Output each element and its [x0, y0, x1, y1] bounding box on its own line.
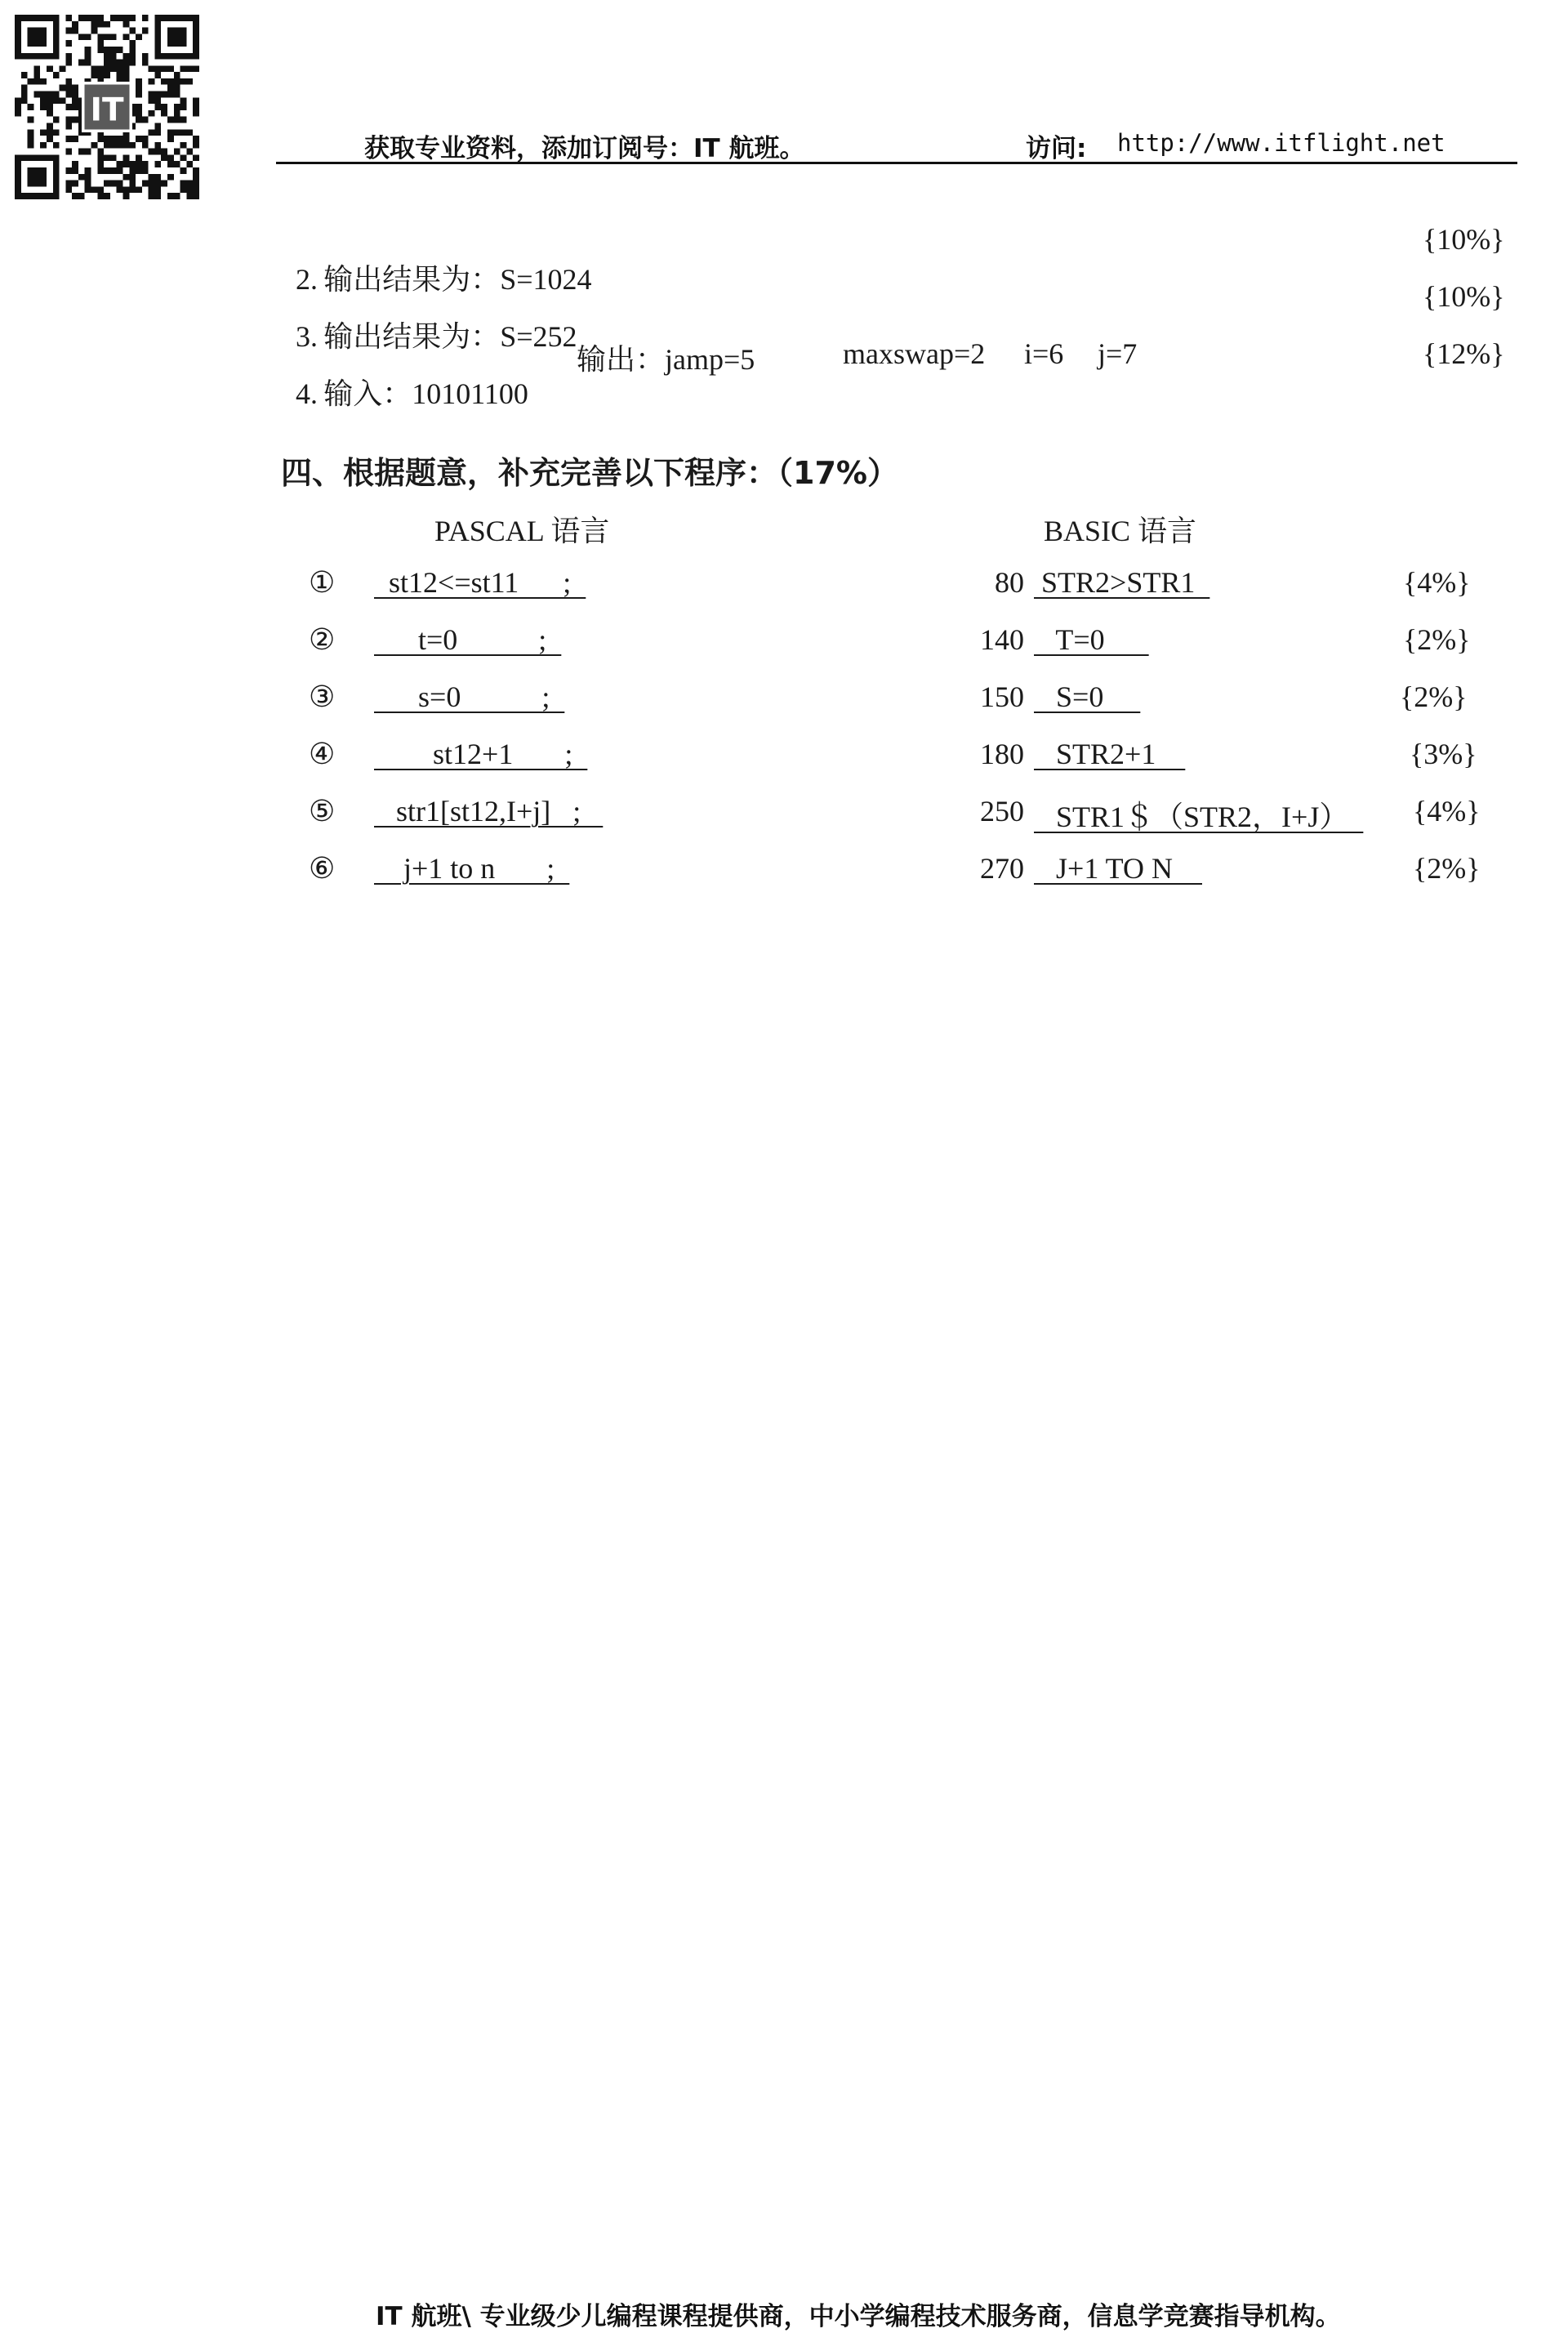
- page-header: [276, 123, 1517, 163]
- section-4-title: 四、根据题意，补充完善以下程序：（17%）: [281, 455, 898, 491]
- answer-i: i=6: [1024, 337, 1064, 370]
- row-score: {4%}: [1413, 795, 1481, 828]
- header-visit-label: 访问:: [1026, 134, 1087, 163]
- basic-line-number: 180: [980, 738, 1024, 770]
- header-url-link[interactable]: http://www.itflight.net: [1117, 129, 1446, 157]
- answer-input: 输入：10101100: [323, 377, 528, 410]
- basic-blank: STR1＄（STR2，I+J）: [1034, 801, 1364, 833]
- pascal-blank: st12+1 ;: [374, 738, 588, 770]
- answer-output: 输出：jamp=5: [577, 343, 755, 376]
- basic-line-number: 140: [980, 623, 1024, 656]
- basic-line-number: 150: [980, 680, 1024, 713]
- answer-number: 2.: [296, 263, 318, 296]
- row-marker: ⑤: [309, 795, 336, 828]
- answer-line-4: [281, 337, 528, 413]
- pascal-blank: t=0 ;: [374, 623, 562, 656]
- basic-blank: STR2+1: [1034, 738, 1186, 770]
- qr-code: [15, 15, 199, 199]
- page-footer: IT 航班\ 专业级少儿编程课程提供商，中小学编程技术服务商，信息学竞赛指导机构。: [376, 2302, 1341, 2331]
- row-score: {2%}: [1403, 623, 1471, 656]
- answer-maxswap: maxswap=2: [843, 337, 986, 370]
- row-score: {4%}: [1403, 566, 1471, 599]
- answer-score-2: {10%}: [1423, 223, 1505, 256]
- basic-line-number: 270: [980, 852, 1024, 885]
- row-score: {3%}: [1410, 738, 1477, 770]
- row-marker: ③: [309, 680, 336, 713]
- row-marker: ②: [309, 623, 336, 656]
- qr-code-graphic: [15, 15, 199, 199]
- pascal-blank: s=0 ;: [374, 680, 565, 713]
- basic-column-header: BASIC 语言: [1044, 515, 1197, 547]
- basic-blank: S=0: [1034, 680, 1141, 713]
- pascal-blank: j+1 to n ;: [374, 852, 570, 885]
- answer-number: 3.: [296, 320, 318, 353]
- basic-line-number: 80: [995, 566, 1024, 599]
- answer-score-4: {12%}: [1423, 337, 1505, 370]
- pascal-blank: str1[st12,I+j] ;: [374, 795, 604, 828]
- basic-blank: J+1 TO N: [1034, 852, 1202, 885]
- answer-number: 4.: [296, 377, 318, 410]
- row-marker: ⑥: [309, 852, 336, 885]
- answer-text: 输出结果为：S=1024: [323, 263, 592, 296]
- basic-line-number: 250: [980, 795, 1024, 828]
- row-marker: ④: [309, 738, 336, 770]
- basic-blank: STR2>STR1: [1034, 566, 1210, 599]
- pascal-blank: st12<=st11 ;: [374, 566, 586, 599]
- row-score: {2%}: [1413, 852, 1481, 885]
- row-score: {2%}: [1400, 680, 1468, 713]
- header-promo-text: 获取专业资料，添加订阅号：IT 航班。: [364, 134, 805, 163]
- pascal-column-header: PASCAL 语言: [434, 515, 610, 547]
- row-marker: ①: [309, 566, 336, 599]
- header-divider: [276, 162, 1517, 164]
- answer-text: 输出结果为：S=252: [323, 320, 577, 353]
- svg-text:IT: IT: [90, 91, 124, 129]
- answer-score-3: {10%}: [1423, 280, 1505, 313]
- basic-blank: T=0: [1034, 623, 1149, 656]
- answer-j: j=7: [1098, 337, 1138, 370]
